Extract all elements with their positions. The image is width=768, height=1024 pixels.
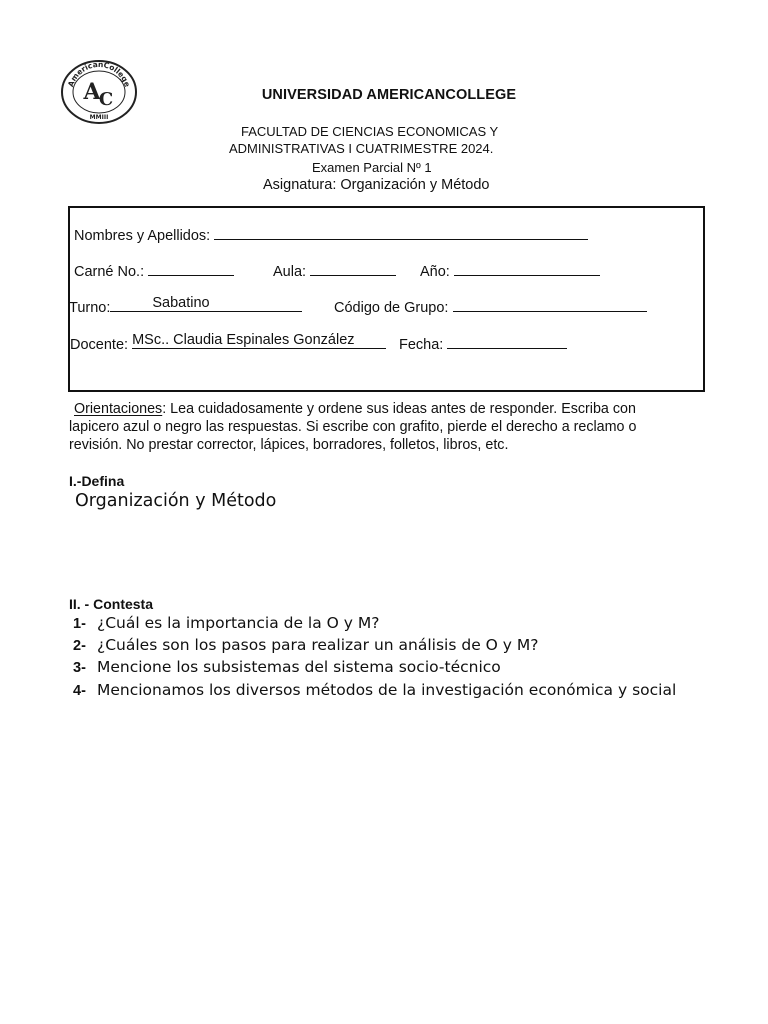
section-1-title: I.-Defina <box>69 473 125 489</box>
grupo-field[interactable] <box>453 297 647 312</box>
question-number: 2- <box>73 638 86 654</box>
fecha-label: Fecha: <box>399 337 444 353</box>
instructions-heading: Orientaciones <box>74 401 163 417</box>
fecha-row <box>399 334 567 354</box>
question-number: 1- <box>73 616 86 632</box>
question-item <box>73 636 539 654</box>
logo-year: MMIII <box>89 114 109 121</box>
faculty-line-2: ADMINISTRATIVAS I CUATRIMESTRE 2024. <box>229 141 494 156</box>
turno-label: Turno: <box>69 300 111 316</box>
name-row <box>74 225 588 245</box>
grupo-label: Código de Grupo: <box>334 300 449 316</box>
name-label: Nombres y Apellidos: <box>74 228 211 244</box>
question-item <box>73 614 380 632</box>
question-text: ¿Cuál es la importancia de la O y M? <box>97 614 380 632</box>
anio-row <box>420 261 600 281</box>
instructions-line-3: revisión. No prestar corrector, lápices, borradores, folletos, libros, etc. <box>69 437 509 453</box>
logo-ring-text: AmericanCollege <box>66 59 132 89</box>
docente-row <box>70 334 386 354</box>
question-number: 4- <box>73 683 86 699</box>
fecha-field[interactable] <box>447 334 567 349</box>
carne-row <box>74 261 234 281</box>
anio-label: Año: <box>420 264 450 280</box>
logo-monogram-c: C <box>98 89 114 110</box>
subject-line: Asignatura: Organización y Método <box>263 177 490 193</box>
name-field[interactable] <box>214 225 588 240</box>
section-2-title: II. - Contesta <box>69 596 154 612</box>
question-item <box>73 658 501 676</box>
turno-value: Sabatino <box>152 295 210 311</box>
instructions-line-1 <box>69 400 636 418</box>
carne-label: Carné No.: <box>74 264 145 280</box>
question-text: Mencionamos los diversos métodos de la investigación económica y social <box>97 681 677 699</box>
grupo-row <box>334 297 647 317</box>
turno-row <box>69 297 302 317</box>
question-item <box>73 681 676 699</box>
question-text: Mencione los subsistemas del sistema socio-técnico <box>97 658 501 676</box>
question-number: 3- <box>73 660 86 676</box>
instructions-text-1: : Lea cuidadosamente y ordene sus ideas antes de responder. Escriba con <box>162 401 636 417</box>
docente-label: Docente: <box>70 337 129 353</box>
docente-value: MSc.. Claudia Espinales González <box>132 332 355 348</box>
logo-monogram-a: A <box>83 79 101 105</box>
instructions-line-2: lapicero azul o negro las respuestas. Si escribe con grafito, pierde el derecho a reclamo o <box>69 419 637 435</box>
anio-field[interactable] <box>454 261 600 276</box>
section-1-term: Organización y Método <box>75 491 277 511</box>
aula-row <box>273 261 396 281</box>
turno-field[interactable] <box>110 297 302 312</box>
question-text: ¿Cuáles son los pasos para realizar un análisis de O y M? <box>97 636 539 654</box>
carne-field[interactable] <box>148 261 234 276</box>
university-title: UNIVERSIDAD AMERICANCOLLEGE <box>261 87 517 103</box>
aula-field[interactable] <box>310 261 396 276</box>
aula-label: Aula: <box>273 264 307 280</box>
docente-field[interactable] <box>132 334 386 349</box>
faculty-line-1: FACULTAD DE CIENCIAS ECONOMICAS Y <box>241 124 499 139</box>
exam-title: Examen Parcial Nº 1 <box>312 160 432 175</box>
